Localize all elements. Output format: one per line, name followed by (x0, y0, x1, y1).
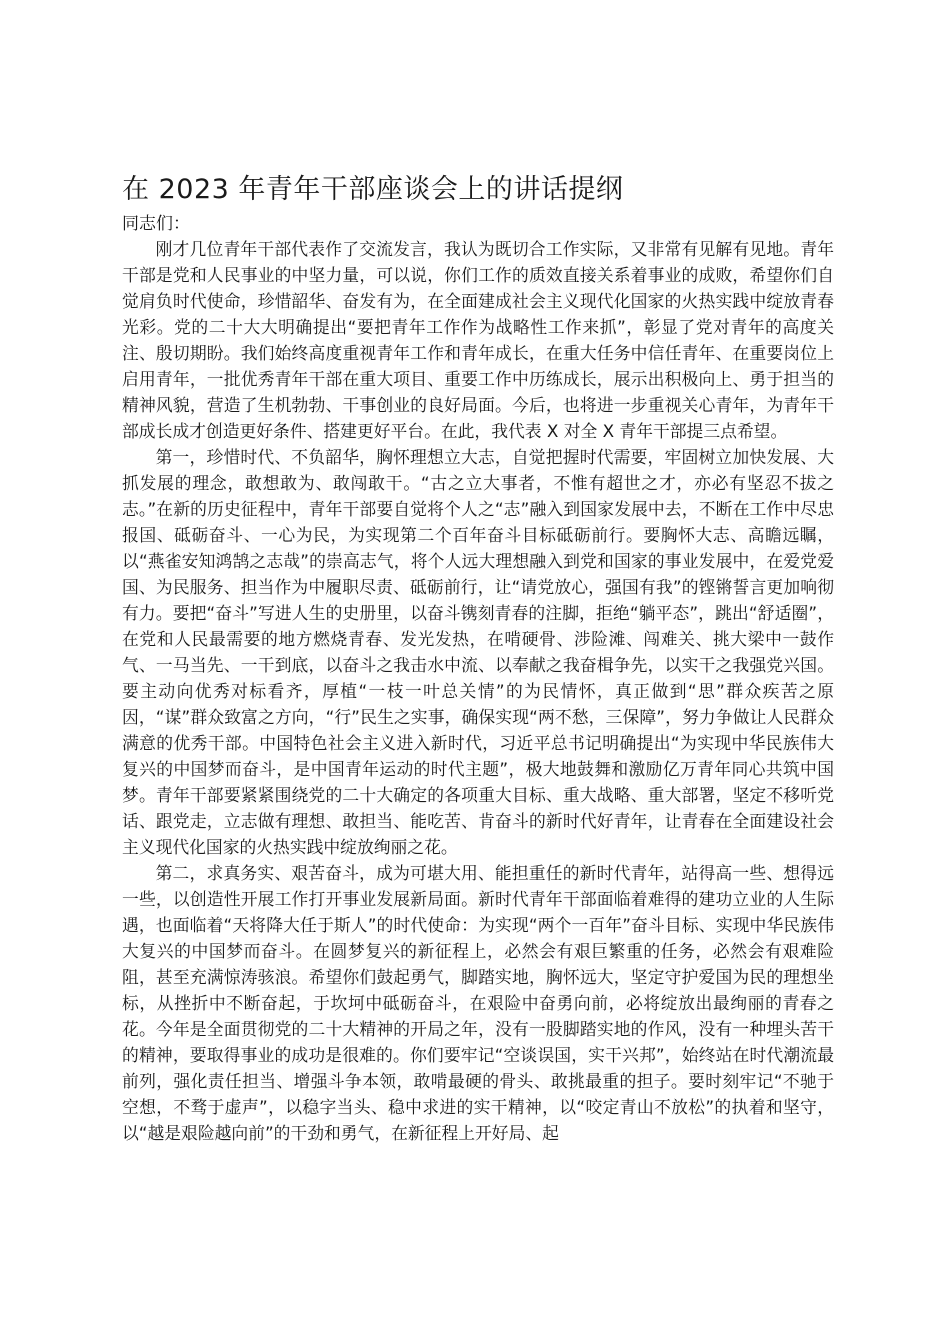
document-body (122, 236, 834, 1146)
paragraph-intro: 刚才几位青年干部代表作了交流发言，我认为既切合工作实际，又非常有见解有见地。青年干部是党和人民事业的中坚力量，可以说，你们工作的质效直接关系着事业的成败，希望你们自觉肩负时代使命，珍惜韶华、奋发有为，在全面建成社会主义现代化国家的火热实践中绽放青春光彩。党的二十大大明确提出“要把青年工作作为战略性工作来抓”，彰显了党对青年的高度关注、殷切期盼。我们始终高度重视青年工作和青年成长，在重大任务中信任青年、在重要岗位上启用青年，一批优秀青年干部在重大项目、重要工作中历练成长，展示出积极向上、勇于担当的精神风貌，营造了生机勃勃、干事创业的良好局面。今后，也将进一步重视关心青年，为青年干部成长成才创造更好条件、搭建更好平台。在此，我代表 X 对全 X 青年干部提三点希望。 (122, 239, 834, 441)
paragraph-second-point: 第二，求真务实、艰苦奋斗，成为可堪大用、能担重任的新时代青年，站得高一些、想得远一些，以创造性开展工作打开事业发展新局面。新时代青年干部面临着难得的建功立业的人生际遇，也面临着“天将降大任于斯人”的时代使命：为实现“两个一百年”奋斗目标、实现中华民族伟大复兴的中国梦而奋斗。在圆梦复兴的新征程上，必然会有艰巨繁重的任务，必然会有艰难险阻，甚至充满惊涛骇浪。希望你们鼓起勇气，脚踏实地，胸怀远大，坚定守护爱国为民的理想坐标，从挫折中不断奋起，于坎坷中砥砺奋斗，在艰险中奋勇向前，必将绽放出最绚丽的青春之花。今年是全面贯彻党的二十大精神的开局之年，没有一股脚踏实地的作风，没有一种埋头苦干的精神，要取得事业的成功是很难的。你们要牢记“空谈误国，实干兴邦”，始终站在时代潮流最前列，强化责任担当、增强斗争本领，敢啃最硬的骨头、敢挑最重的担子。要时刻牢记“不驰于空想，不骛于虚声”，以稳字当头、稳中求进的实干精神，以“咬定青山不放松”的执着和坚守，以“越是艰险越向前”的干劲和勇气，在新征程上开好局、起 (122, 863, 834, 1143)
salutation: 同志们： (122, 214, 190, 234)
document-title: 在 2023 年青年干部座谈会上的讲话提纲 (122, 174, 624, 206)
paragraph-first-point: 第一，珍惜时代、不负韶华，胸怀理想立大志，自觉把握时代需要，牢固树立加快发展、大抓发展的理念，敢想敢为、敢闯敢干。“古之立大事者，不惟有超世之才，亦必有坚忍不拔之志。”在新的历史征程中，青年干部要自觉将个人之“志”融入到国家发展中去，不断在工作中尽忠报国、砥砺奋斗、一心为民，为实现第二个百年奋斗目标砥砺前行。要胸怀大志、高瞻远瞩，以“燕雀安知鸿鹄之志哉”的崇高志气，将个人远大理想融入到党和国家的事业发展中，在爱党爱国、为民服务、担当作为中履职尽责、砥砺前行，让“请党放心，强国有我”的铿锵誓言更加响彻有力。要把“奋斗”写进人生的史册里，以奋斗镌刻青春的注脚，拒绝“躺平态”，跳出“舒适圈”，在党和人民最需要的地方燃烧青春、发光发热，在啃硬骨、涉险滩、闯难关、挑大梁中一鼓作气、一马当先、一干到底，以奋斗之我击水中流、以奉献之我奋楫争先，以实干之我强党兴国。要主动向优秀对标看齐，厚植“一枝一叶总关情”的为民情怀，真正做到“思”群众疾苦之原因，“谋”群众致富之方向，“行”民生之实事，确保实现“两不愁，三保障”，努力争做让人民群众满意的优秀干部。中国特色社会主义进入新时代，习近平总书记明确提出“为实现中华民族伟大复兴的中国梦而奋斗，是中国青年运动的时代主题”，极大地鼓舞和激励亿万青年同心共筑中国梦。青年干部要紧紧围绕党的二十大确定的各项重大目标、重大战略、重大部署，坚定不移听党话、跟党走，立志做有理想、敢担当、能吃苦、肯奋斗的新时代好青年，让青春在全面建设社会主义现代化国家的火热实践中绽放绚丽之花。 (122, 447, 834, 857)
